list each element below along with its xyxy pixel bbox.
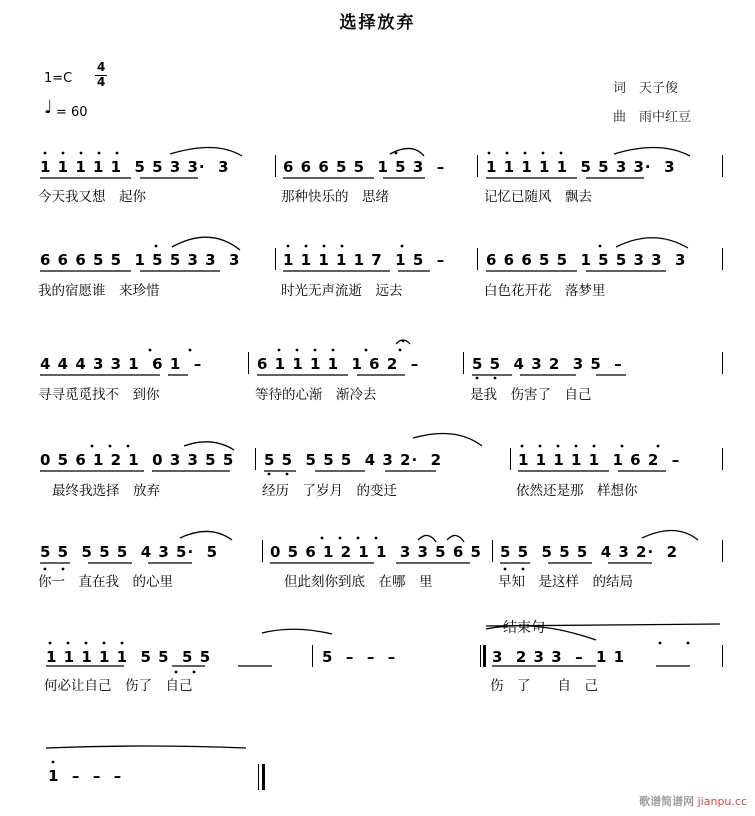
measure-lyrics: 经历 了岁月 的变迁	[262, 483, 397, 499]
time-signature-top: 4	[97, 60, 106, 74]
measure-lyrics: 等待的心渐 渐冷去	[255, 387, 377, 403]
measure-notes: 0 5 6 1 2 1 0 3 3 5 5	[40, 451, 235, 469]
measure-lyrics: 最终我选择 放弃	[52, 483, 160, 499]
measure-lyrics: 那种快乐的 思绪	[281, 189, 389, 205]
measure-notes: 0 5 6 1 2 1 1 3 3 5 6 5	[270, 543, 482, 561]
key-signature: 1=C	[44, 71, 73, 86]
measure-lyrics: 白色花开花 落梦里	[484, 283, 606, 299]
watermark-url: jianpu.cc	[697, 795, 747, 808]
measure-notes: 5 5 5 5 5 4 3 2· 2	[264, 451, 443, 469]
measure-lyrics: 伤 了 自 己	[490, 678, 598, 694]
measure-notes: 6 6 6 5 5 1 5 3 –	[283, 158, 446, 176]
watermark-site: 歌谱简谱网	[639, 795, 695, 808]
measure-lyrics: 时光无声流逝 远去	[281, 283, 403, 299]
measure-notes: 5 – – –	[322, 648, 397, 666]
time-signature-bottom: 4	[97, 75, 106, 89]
measure-lyrics: 是我 伤害了 自己	[470, 387, 592, 403]
measure-notes: 6 6 6 5 5 1 5 5 3 3 3	[486, 251, 687, 269]
measure-lyrics: 记忆已随风 飘去	[484, 189, 592, 205]
lyricist-credit: 词 天子俊	[613, 81, 679, 96]
measure-notes: 3 2 3 3 – 1 1	[492, 648, 626, 666]
ending-marker: 结束句	[503, 620, 545, 636]
measure-lyrics: 你一 直在我 的心里	[38, 574, 173, 590]
measure-notes: 1 – – –	[48, 767, 123, 785]
measure-notes: 6 1 1 1 1 1 6 2 –	[257, 355, 420, 373]
measure-lyrics: 我的宿愿谁 来珍惜	[38, 283, 160, 299]
measure-lyrics: 依然还是那 样想你	[516, 483, 638, 499]
measure-notes: 6 6 6 5 5 1 5 5 3 3 3	[40, 251, 241, 269]
tempo-mark: = 60	[56, 105, 88, 120]
measure-lyrics: 早知 是这样 的结局	[498, 574, 633, 590]
measure-notes: 1 1 1 1 1 5 5 3 3· 3	[40, 158, 230, 176]
quarter-note-icon: ♩	[44, 97, 53, 118]
measure-notes: 5 5 4 3 2 3 5 –	[472, 355, 623, 373]
measure-lyrics: 何必让自己 伤了 自己	[44, 678, 193, 694]
measure-lyrics: 但此刻你到底 在哪 里	[284, 574, 433, 590]
measure-notes: 4 4 4 3 3 1 6 1 –	[40, 355, 203, 373]
measure-notes: 5 5 5 5 5 4 3 5· 5	[40, 543, 219, 561]
measure-notes: 1 1 1 1 1 1 6 2 –	[518, 451, 681, 469]
measure-lyrics: 今天我又想 起你	[38, 189, 146, 205]
composer-credit: 曲 雨中红豆	[613, 110, 692, 125]
measure-notes: 5 5 5 5 5 4 3 2· 2	[500, 543, 679, 561]
song-title: 选择放弃	[339, 13, 416, 33]
measure-lyrics: 寻寻觅觅找不 到你	[38, 387, 160, 403]
measure-notes: 1 1 1 1 1 5 5 3 3· 3	[486, 158, 676, 176]
measure-notes: 1 1 1 1 1 7 1 5 –	[283, 251, 446, 269]
measure-notes: 1 1 1 1 1 5 5 5 5	[46, 648, 212, 666]
watermark	[639, 793, 747, 809]
